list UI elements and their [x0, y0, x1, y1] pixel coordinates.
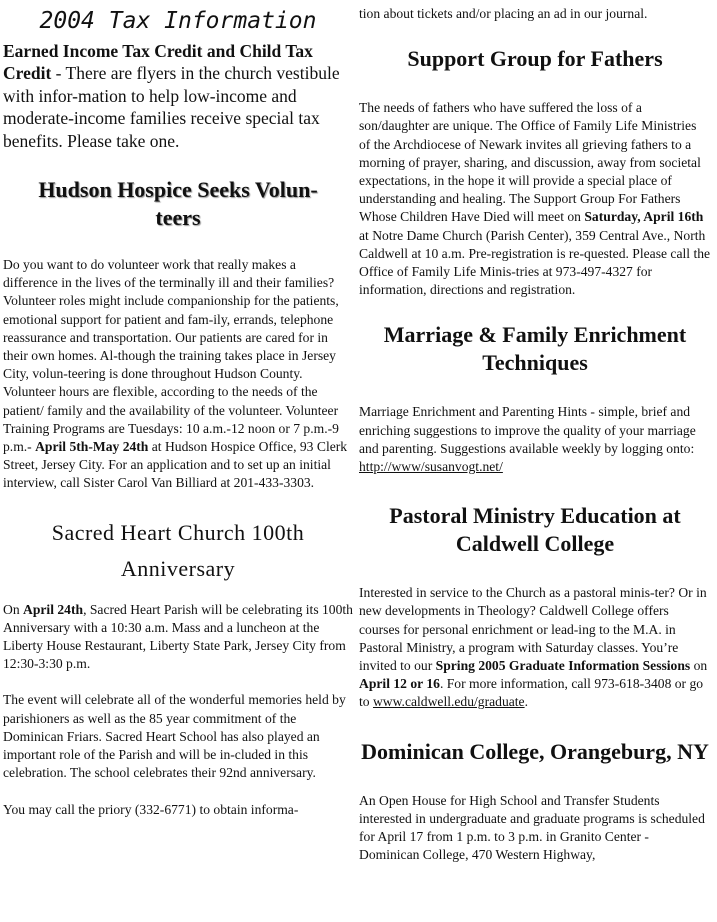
hospice-text-1: Do you want to do volunteer work that really makes a difference in the lives of the terminally ill and their families? Volunteer roles might include companionship for the patients, emotional support for patient and fam-ily, errands, telephone reassurance and transportation. Our patients are cared for in their own homes. Al-though the training takes place in Jersey City, volun-teering is done throughout Hudson County. Volunteer hours are flexible, according to the needs of the patient/ family and the availability of the volunteer. Volunteer Training Programs are Tuesdays: 10 a.m.-12 noon or 7 p.m.-9 p.m.-	[3, 257, 339, 455]
pastoral-dates: April 12 or 16	[359, 676, 440, 692]
marriage-text: Marriage Enrichment and Parenting Hints - simple, brief and enriching suggestions to improve the quality of your marriage and parenting. Suggestions available weekly by logging onto:	[359, 404, 696, 456]
fathers-text-1: The needs of fathers who have suffered the loss of a son/daughter are unique. The Office of Family Life Ministries of the Archdiocese of Newark invites all grieving fathers to a morning of prayer, sharing, and discussion, away from societal expectations, in the hope it will provide a special place of understanding and healing. The Support Group For Fathers Whose Children Have Died will meet on	[359, 100, 701, 225]
sacred-heart-p3: You may call the priory (332-6771) to obtain informa-	[3, 801, 299, 817]
left-column	[3, 0, 353, 819]
sh-p1-prefix: On	[3, 601, 24, 617]
fathers-section	[359, 45, 711, 299]
pastoral-text-2: . For more information, call 973-618-3408 or go to	[359, 676, 704, 710]
sh-p1-date: April 24th	[23, 601, 84, 617]
pastoral-text-1: Interested in service to the Church as a pastoral minis-ter? Or in new developments in Theology? Caldwell College offers courses for personal enrichment or lead-ing to the M.A. in Pastoral Ministry, a program with Saturday classes. You’re invited to our	[359, 585, 707, 674]
fathers-date: Saturday, April 16th	[584, 209, 704, 225]
dominican-section	[359, 738, 711, 865]
pastoral-on: on	[690, 658, 708, 674]
dominican-title: Dominican College, Orangeburg, NY	[361, 738, 709, 764]
pastoral-section	[359, 502, 711, 711]
continuation-text: tion about tickets and/or placing an ad in our journal.	[359, 6, 648, 21]
sacred-heart-section	[3, 515, 353, 819]
caldwell-link[interactable]: www.caldwell.edu/graduate	[372, 694, 525, 710]
pastoral-sessions: Spring 2005 Graduate Information Sessions	[435, 658, 691, 674]
fathers-title: Support Group for Fathers	[407, 46, 663, 72]
tax-section	[3, 6, 353, 152]
hospice-text-2: at Hudson Hospice Office, 93 Clerk Street, Jersey City. For an application and to set up an initial interview, call Sister Carol Van Billiard at 201-433-3303.	[3, 439, 348, 491]
tax-lead: Earned Income Tax Credit and Child Tax Credit	[3, 41, 313, 84]
hospice-section	[3, 176, 353, 493]
right-column	[359, 0, 711, 864]
sacred-heart-p1	[3, 601, 353, 674]
marriage-section	[359, 321, 711, 476]
sacred-heart-title: Sacred Heart Church 100th Anniversary	[51, 519, 305, 581]
hospice-title: Hudson Hospice Seeks Volun-teers	[38, 177, 318, 231]
susanvogt-link[interactable]: http://www/susanvogt.net/	[359, 459, 503, 475]
pastoral-title: Pastoral Ministry Education at Caldwell College	[389, 503, 681, 557]
sacred-heart-p2: The event will celebrate all of the wonderful memories held by parishioners as well as the 85 year commitment of the Dominican Friars. Sacred Heart School has also played an important role of the Parish and will be in-cluded in this celebration. The school celebrates their 92nd anniversary.	[3, 692, 346, 781]
dominican-body: An Open House for High School and Transfer Students interested in undergraduate and graduate programs is scheduled for April 17 from 1 p.m. to 3 p.m. in Granito Center - Dominican College, 470 Western Highway,	[359, 792, 705, 863]
hospice-body	[3, 256, 353, 493]
tax-body	[3, 40, 353, 152]
marriage-title: Marriage & Family Enrichment Techniques	[383, 322, 687, 376]
pastoral-body	[359, 584, 711, 711]
pastoral-end: .	[524, 694, 528, 710]
tax-text: - There are flyers in the church vestibule with infor-mation to help low-income and moderate-income families receive special tax benefits. Please take one.	[3, 63, 340, 151]
fathers-text-2: at Notre Dame Church (Parish Center), 359 Central Ave., North Caldwell at 10 a.m. Pre-registration is re-quested. Please call the Office of Family Life Minis-tries at 973-497-4327 for information, directions and registration.	[359, 227, 711, 298]
fathers-body	[359, 99, 711, 299]
tax-title: 2004 Tax Information	[39, 8, 317, 34]
marriage-body	[359, 403, 711, 476]
sh-p1-rest: , Sacred Heart Parish will be celebrating its 100th Anniversary with a 10:30 a.m. Mass and a luncheon at the Liberty House Restaurant, Liberty State Park, Jersey City from 12:30-3:30 p.m.	[3, 601, 353, 672]
hospice-dates: April 5th-May 24th	[35, 439, 149, 455]
